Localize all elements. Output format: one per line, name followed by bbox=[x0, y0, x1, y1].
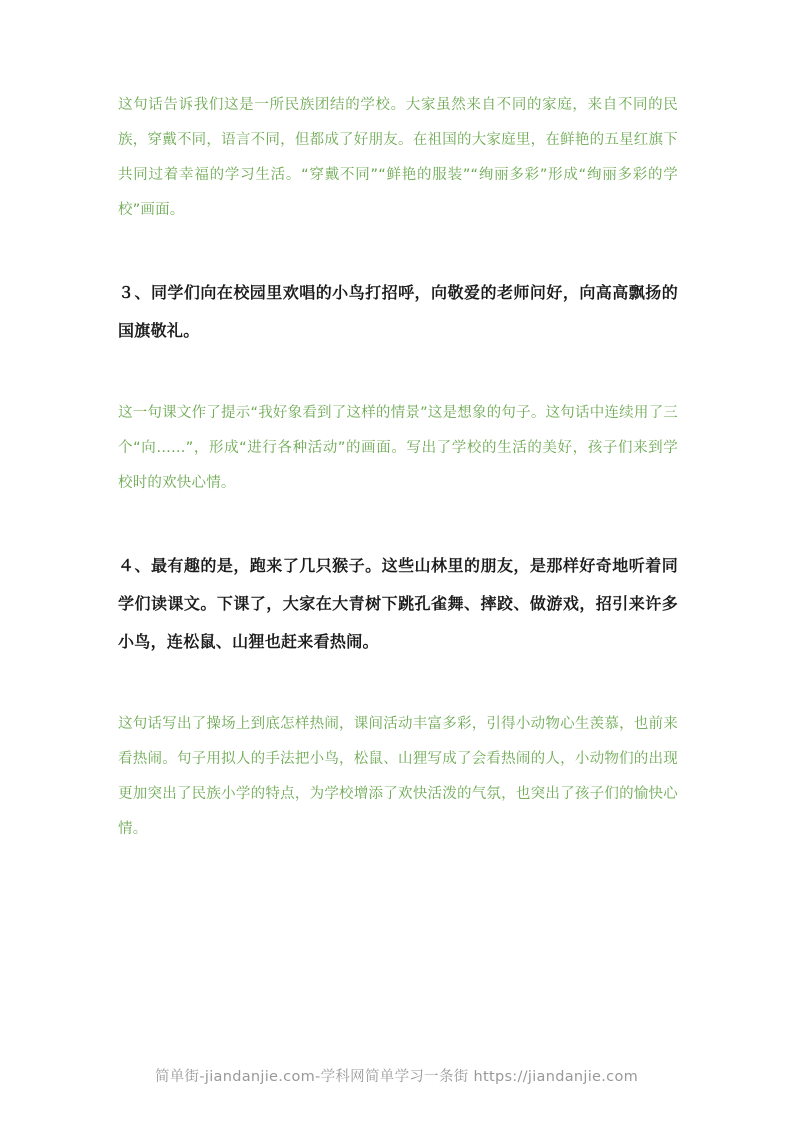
document-body bbox=[118, 88, 678, 847]
commentary-paragraph-1: 这句话告诉我们这是一所民族团结的学校。大家虽然来自不同的家庭，来自不同的民族，穿戴不同，语言不同，但都成了好朋友。在祖国的大家庭里，在鲜艳的五星红旗下共同过着幸福的学习生活。“穿戴不同”“鲜艳的服装”“绚丽多彩”形成“绚丽多彩的学校”画面。 bbox=[118, 97, 678, 218]
paragraph-spacer bbox=[118, 228, 678, 274]
paragraph-spacer bbox=[118, 501, 678, 547]
commentary-paragraph-3: 这句话写出了操场上到底怎样热闹，课间活动丰富多彩，引得小动物心生羡慕，也前来看热闹。句子用拟人的手法把小鸟，松鼠、山狸写成了会看热闹的人，小动物们的出现更加突出了民族小学的特点，为学校增添了欢快活泼的气氛，也突出了孩子们的愉快心情。 bbox=[118, 716, 678, 837]
lesson-sentence-3: ３、同学们向在校园里欢唱的小鸟打招呼，向敬爱的老师问好，向高高飘扬的国旗敬礼。 bbox=[118, 283, 678, 340]
paragraph-spacer bbox=[118, 350, 678, 396]
commentary-paragraph-2: 这一句课文作了提示“我好象看到了这样的情景”这是想象的句子。这句话中连续用了三个“向……”，形成“进行各种活动”的画面。写出了学校的生活的美好，孩子们来到学校时的欢快心情。 bbox=[118, 405, 678, 491]
page-footer: 简单街-jiandanjie.com-学科网简单学习一条街 https://jiandanjie.com bbox=[154, 1069, 639, 1085]
paragraph-spacer bbox=[118, 661, 678, 707]
lesson-sentence-4: ４、最有趣的是，跑来了几只猴子。这些山林里的朋友，是那样好奇地听着同学们读课文。下课了，大家在大青树下跳孔雀舞、摔跤、做游戏，招引来许多小鸟，连松鼠、山狸也赶来看热闹。 bbox=[118, 556, 678, 651]
